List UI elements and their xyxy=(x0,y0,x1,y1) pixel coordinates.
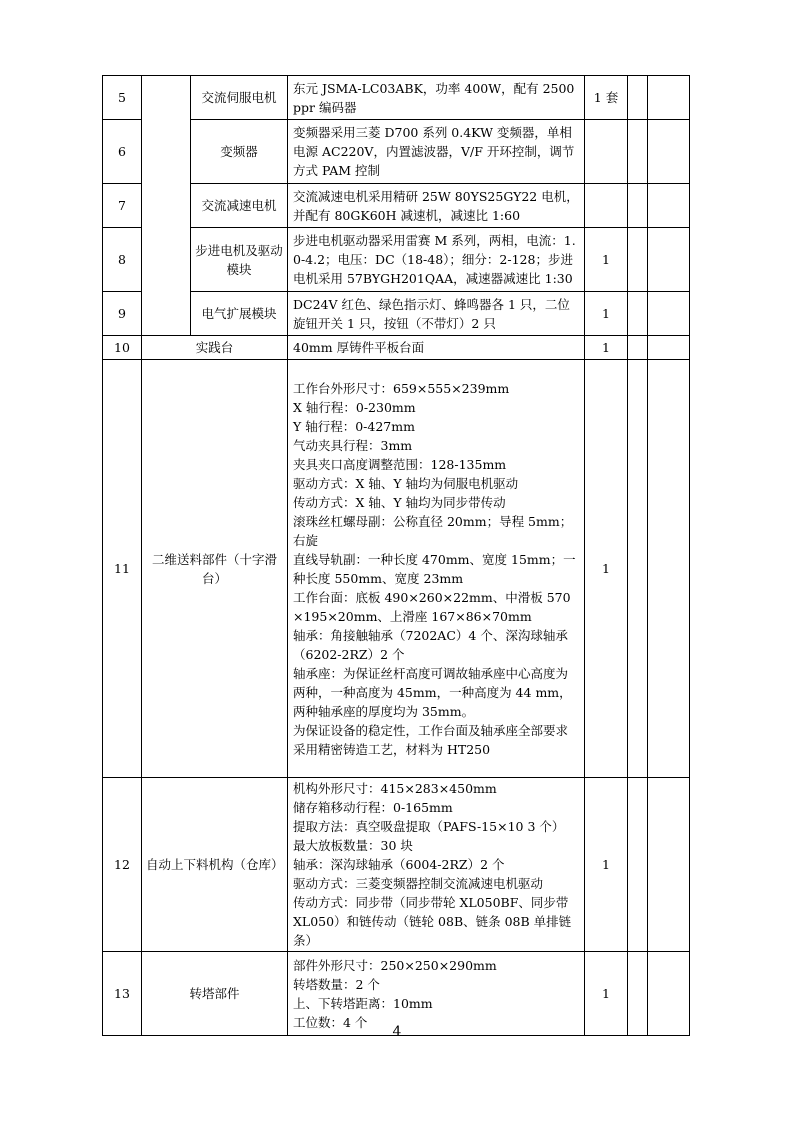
spec-line: 驱动方式：三菱变频器控制交流减速电机驱动 xyxy=(293,876,544,891)
empty-cell xyxy=(628,76,648,120)
spec-line: 工位数：4 个 xyxy=(293,1014,368,1030)
spec-line: 机构外形尺寸：415×283×450mm xyxy=(293,781,497,796)
empty-cell xyxy=(628,952,648,1036)
empty-cell xyxy=(648,228,690,292)
item-name: 二维送料部件（十字滑台） xyxy=(142,360,288,778)
spec-line: 交流减速电机采用精研 25W 80YS25GY22 电机，并配有 80GK60H 减速机，减速比 1:60 xyxy=(293,188,579,223)
spec-line: 提取方法：真空吸盘提取（PAFS-15×10 3 个） xyxy=(293,819,565,834)
item-name: 自动上下料机构（仓库） xyxy=(142,778,288,952)
table-row xyxy=(103,228,690,292)
item-quantity: 1 xyxy=(585,336,628,360)
item-name: 交流减速电机 xyxy=(191,184,288,228)
item-quantity xyxy=(585,120,628,184)
table-row xyxy=(103,184,690,228)
item-number: 8 xyxy=(103,228,142,292)
item-name: 交流伺服电机 xyxy=(191,76,288,120)
spec-line: 最大放板数量：30 块 xyxy=(293,838,413,853)
empty-cell xyxy=(628,778,648,952)
spec-line: 变频器采用三菱 D700 系列 0.4KW 变频器，单相电源 AC220V，内置滤波器，V/F 开环控制，调节方式 PAM 控制 xyxy=(293,125,575,178)
item-number: 9 xyxy=(103,292,142,336)
item-spec xyxy=(288,292,585,336)
item-quantity: 1 xyxy=(585,952,628,1036)
spec-line: 轴承：角接触轴承（7202AC）4 个、深沟球轴承（6202-2RZ）2 个 xyxy=(293,627,568,662)
item-number: 6 xyxy=(103,120,142,184)
item-spec xyxy=(288,360,585,778)
item-spec xyxy=(288,76,585,120)
item-name: 转塔部件 xyxy=(142,952,288,1036)
item-number: 13 xyxy=(103,952,142,1036)
item-number: 7 xyxy=(103,184,142,228)
item-spec xyxy=(288,336,585,360)
item-quantity xyxy=(585,184,628,228)
empty-cell xyxy=(648,76,690,120)
table-row xyxy=(103,778,690,952)
empty-cell xyxy=(628,184,648,228)
spec-line: 夹具夹口高度调整范围：128-135mm xyxy=(293,456,507,472)
item-quantity: 1 xyxy=(585,292,628,336)
empty-cell xyxy=(628,292,648,336)
spec-line: 驱动方式：X 轴、Y 轴均为伺服电机驱动 xyxy=(293,475,519,491)
empty-cell xyxy=(648,778,690,952)
spec-line: 工作台面：底板 490×260×22mm、中滑板 570×195×20mm、上滑座 167×86×70mm xyxy=(293,589,571,624)
empty-cell xyxy=(628,336,648,360)
empty-cell xyxy=(648,120,690,184)
item-name: 实践台 xyxy=(142,336,288,360)
spec-line: 直线导轨副：一种长度 470mm、宽度 15mm；一种长度 550mm、宽度 23mm xyxy=(293,551,576,586)
item-spec xyxy=(288,120,585,184)
item-name: 电气扩展模块 xyxy=(191,292,288,336)
spec-line: 储存箱移动行程：0-165mm xyxy=(293,800,453,815)
empty-cell xyxy=(628,120,648,184)
spec-line: 工作台外形尺寸：659×555×239mm xyxy=(293,380,510,396)
spec-line: 部件外形尺寸：250×250×290mm xyxy=(293,957,497,973)
empty-cell xyxy=(628,360,648,778)
item-spec xyxy=(288,184,585,228)
table-row xyxy=(103,120,690,184)
item-quantity: 1 xyxy=(585,360,628,778)
empty-cell xyxy=(648,952,690,1036)
equipment-table-container xyxy=(102,75,689,1036)
equipment-spec-table xyxy=(102,75,690,1036)
item-spec xyxy=(288,952,585,1036)
spec-line: 传动方式：同步带（同步带轮 XL050BF、同步带 XL050）和链传动（链轮 08B、链条 08B 单排链条） xyxy=(293,895,572,948)
empty-cell xyxy=(648,292,690,336)
spec-line: X 轴行程：0-230mm xyxy=(293,399,416,415)
spec-line: 东元 JSMA-LC03ABK，功率 400W，配有 2500ppr 编码器 xyxy=(293,80,575,115)
spec-line: 上、下转塔距离：10mm xyxy=(293,995,433,1011)
empty-cell xyxy=(648,184,690,228)
item-spec xyxy=(288,228,585,292)
table-row xyxy=(103,76,690,120)
spec-line: 步进电机驱动器采用雷赛 M 系列，两相，电流：1.0-4.2；电压：DC（18-48）；细分：2-128；步进电机采用 57BYGH201QAA，减速器减速比 1:30 xyxy=(293,233,576,286)
page-number: 4 xyxy=(392,1024,402,1040)
spec-line: 滚珠丝杠螺母副：公称直径 20mm；导程 5mm；右旋 xyxy=(293,513,573,548)
table-row xyxy=(103,360,690,778)
spec-line: DC24V 红色、绿色指示灯、蜂鸣器各 1 只，二位旋钮开关 1 只，按钮（不带灯）2 只 xyxy=(293,296,570,331)
item-quantity: 1 xyxy=(585,228,628,292)
spec-line: 40mm 厚铸件平板台面 xyxy=(293,340,425,355)
empty-cell xyxy=(628,228,648,292)
table-body xyxy=(103,76,690,1036)
item-number: 12 xyxy=(103,778,142,952)
spec-line: 传动方式：X 轴、Y 轴均为同步带传动 xyxy=(293,494,506,510)
item-quantity: 1 套 xyxy=(585,76,628,120)
spec-line: 轴承：深沟球轴承（6004-2RZ）2 个 xyxy=(293,857,505,872)
item-name: 步进电机及驱动模块 xyxy=(191,228,288,292)
group-cell xyxy=(142,76,191,336)
table-row xyxy=(103,952,690,1036)
empty-cell xyxy=(648,336,690,360)
table-row xyxy=(103,292,690,336)
item-spec xyxy=(288,778,585,952)
item-quantity: 1 xyxy=(585,778,628,952)
table-row xyxy=(103,336,690,360)
spec-line: Y 轴行程：0-427mm xyxy=(293,418,415,434)
item-number: 5 xyxy=(103,76,142,120)
empty-cell xyxy=(648,360,690,778)
item-number: 11 xyxy=(103,360,142,778)
spec-line: 轴承座：为保证丝杆高度可调故轴承座中心高度为两种，一种高度为 45mm，一种高度为 44 mm，两种轴承座的厚度均为 35mm。 xyxy=(293,665,572,719)
spec-line: 气动夹具行程：3mm xyxy=(293,437,413,453)
item-name: 变频器 xyxy=(191,120,288,184)
spec-line: 转塔数量：2 个 xyxy=(293,976,380,992)
item-number: 10 xyxy=(103,336,142,360)
spec-line: 为保证设备的稳定性，工作台面及轴承座全部要求采用精密铸造工艺，材料为 HT250 xyxy=(293,722,569,757)
